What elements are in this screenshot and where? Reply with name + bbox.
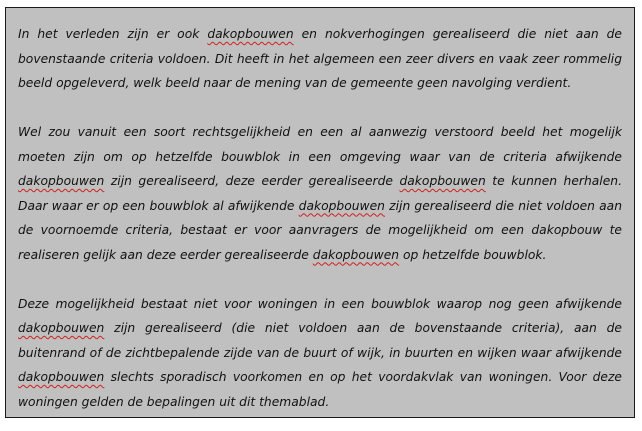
paragraph-spacer [18,96,622,121]
paragraph-2: Wel zou vanuit een soort rechtsgelijkheid en een al aanwezig verstoord beeld het mogelijk moeten zijn om op hetzelfde bouwblok in een omgeving waar van de criteria afwijkende dakopbouwen zijn gerealiseerd, deze eerder gerealiseerde dakopbouwen te kunnen herhalen. Daar waar er op een bouwblok al afwijkende dakopbouwen zijn gerealiseerd die niet voldoen aan de voornoemde criteria, bestaat er voor aanvragers de mogelijkheid om een dakopbouw te realiseren gelijk aan deze eerder gerealiseerde dakopbouwen op hetzelfde bouwblok. [18,125,623,262]
paragraph-1: In het verleden zijn er ook dakopbouwen en nokverhogingen gerealiseerd die niet aan de bovenstaande criteria voldoen. Dit heeft in het algemeen een zeer divers en vaak zeer rommelig beeld opgeleverd, welk beeld naar de mening van de gemeente geen navolging verdient. [18,27,622,90]
spellcheck-flagged-word: dakopbouwen [18,174,105,188]
paragraph-3: Deze mogelijkheid bestaat niet voor woningen in een bouwblok waarop nog geen afwijkende dakopbouwen zijn gerealiseerd (die niet voldoen aan de bovenstaande criteria), aan de buitenrand of de zichtbepalende zijde van de buurt of wijk, in buurten en wijken waar afwijkende dakopbouwen slechts sporadisch voorkomen en op het voordakvlak van woningen. Voor deze woningen gelden de bepalingen uit dit themablad. [18,296,622,409]
paragraph-spacer [18,267,622,292]
text-box [5,7,635,418]
spellcheck-flagged-word: dakopbouwen [207,27,294,41]
spellcheck-flagged-word: dakopbouwen [399,174,486,188]
spellcheck-flagged-word: dakopbouwen [298,198,385,213]
spellcheck-flagged-word: dakopbouwen [312,247,400,262]
spellcheck-flagged-word: dakopbouwen [18,321,105,335]
spellcheck-flagged-word: dakopbouwen [18,370,105,384]
